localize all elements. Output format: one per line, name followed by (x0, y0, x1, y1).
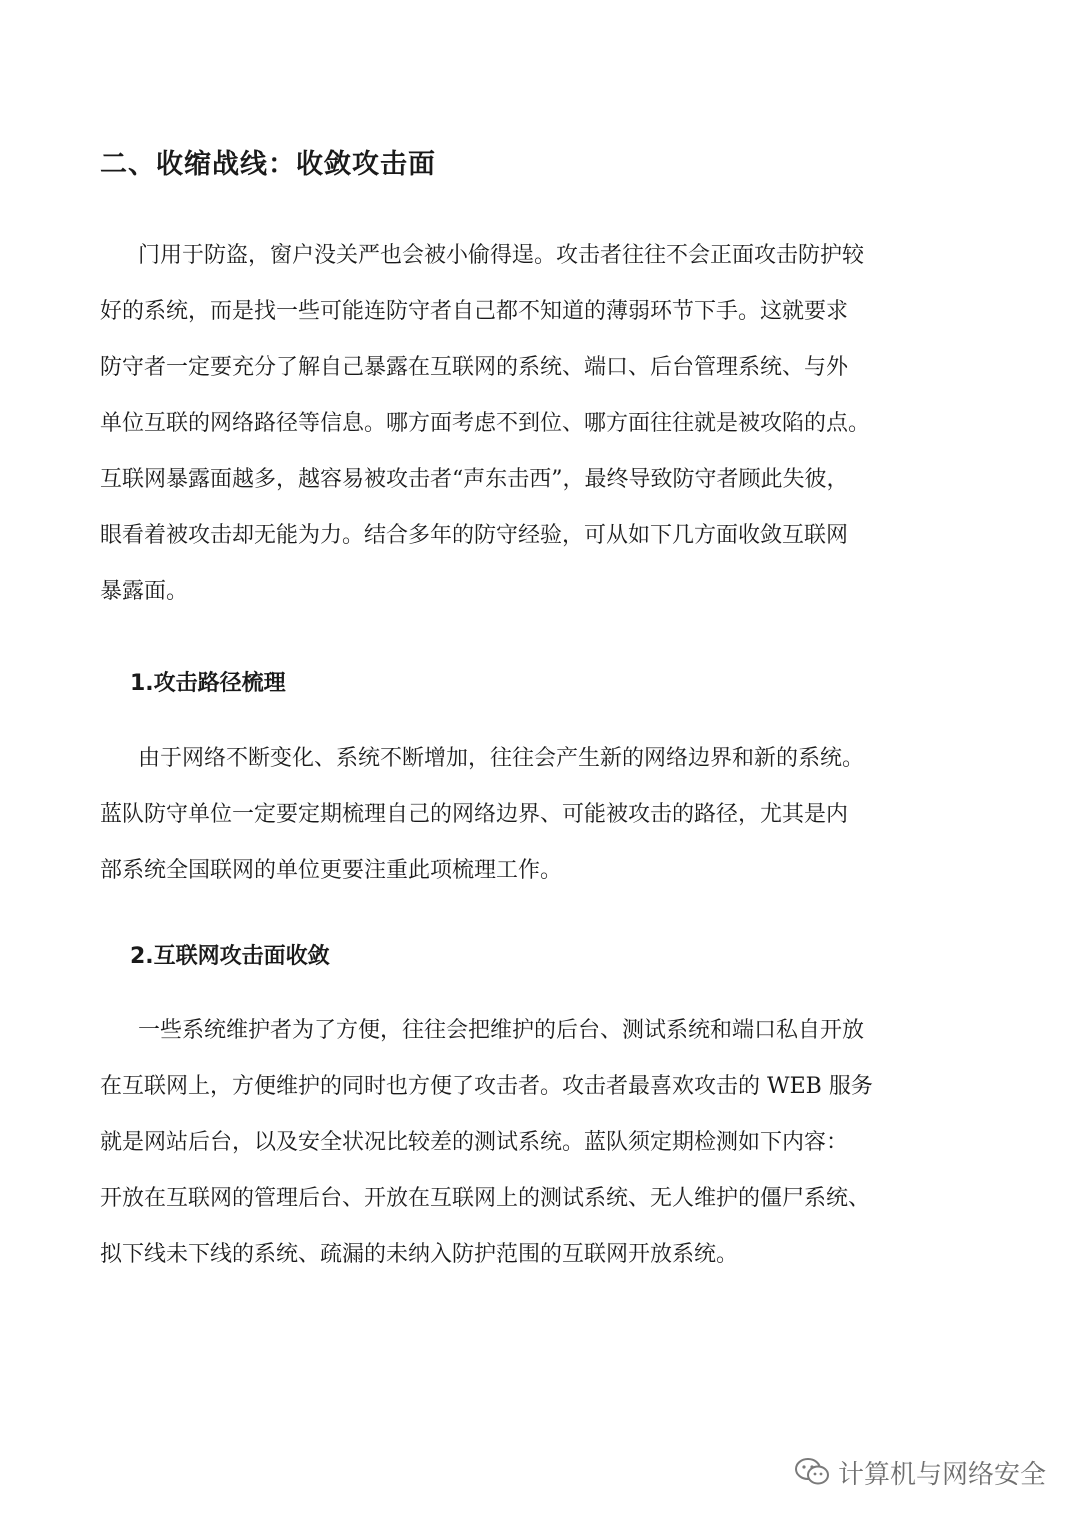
subsection-1-paragraph (100, 731, 980, 899)
section-title: 二、收缩战线：收敛攻击面 (100, 149, 436, 180)
paragraph-line: 开放在互联网的管理后台、开放在互联网上的测试系统、无人维护的僵尸系统、 (100, 1186, 871, 1211)
paragraph-line: 部系统全国联网的单位更要注重此项梳理工作。 (100, 858, 563, 883)
paragraph-line: 一些系统维护者为了方便，往往会把维护的后台、测试系统和端口私自开放 (138, 1018, 865, 1043)
paragraph-line: 就是网站后台，以及安全状况比较差的测试系统。蓝队须定期检测如下内容： (100, 1130, 849, 1155)
paragraph-line: 防守者一定要充分了解自己暴露在互联网的系统、端口、后台管理系统、与外 (100, 355, 849, 380)
subsection-title-2: 2.互联网攻击面收敛 (130, 944, 330, 969)
subsection-title-1: 1.攻击路径梳理 (130, 671, 286, 696)
paragraph-line: 互联网暴露面越多，越容易被攻击者“声东击西”，最终导致防守者顾此失彼， (100, 467, 849, 492)
paragraph-line: 拟下线未下线的系统、疏漏的未纳入防护范围的互联网开放系统。 (100, 1242, 739, 1267)
paragraph-line: 好的系统，而是找一些可能连防守者自己都不知道的薄弱环节下手。这就要求 (100, 299, 849, 324)
intro-paragraph (100, 228, 980, 620)
paragraph-line: 蓝队防守单位一定要定期梳理自己的网络边界、可能被攻击的路径，尤其是内 (100, 802, 849, 827)
paragraph-line: 单位互联的网络路径等信息。哪方面考虑不到位、哪方面往往就是被攻陷的点。 (100, 411, 871, 436)
watermark-text: 计算机与网络安全 (837, 1459, 1046, 1490)
paragraph-line: 门用于防盗，窗户没关严也会被小偷得逞。攻击者往往不会正面攻击防护较 (138, 243, 865, 268)
paragraph-line: 在互联网上，方便维护的同时也方便了攻击者。攻击者最喜欢攻击的 WEB 服务 (100, 1074, 873, 1099)
paragraph-line: 眼看着被攻击却无能为力。结合多年的防守经验，可从如下几方面收敛互联网 (100, 523, 849, 548)
paragraph-line: 暴露面。 (100, 579, 189, 604)
watermark (794, 1452, 1046, 1492)
subsection-2-paragraph (100, 1003, 980, 1283)
paragraph-line: 由于网络不断变化、系统不断增加，往往会产生新的网络边界和新的系统。 (138, 746, 865, 771)
wechat-icon (794, 1457, 830, 1487)
